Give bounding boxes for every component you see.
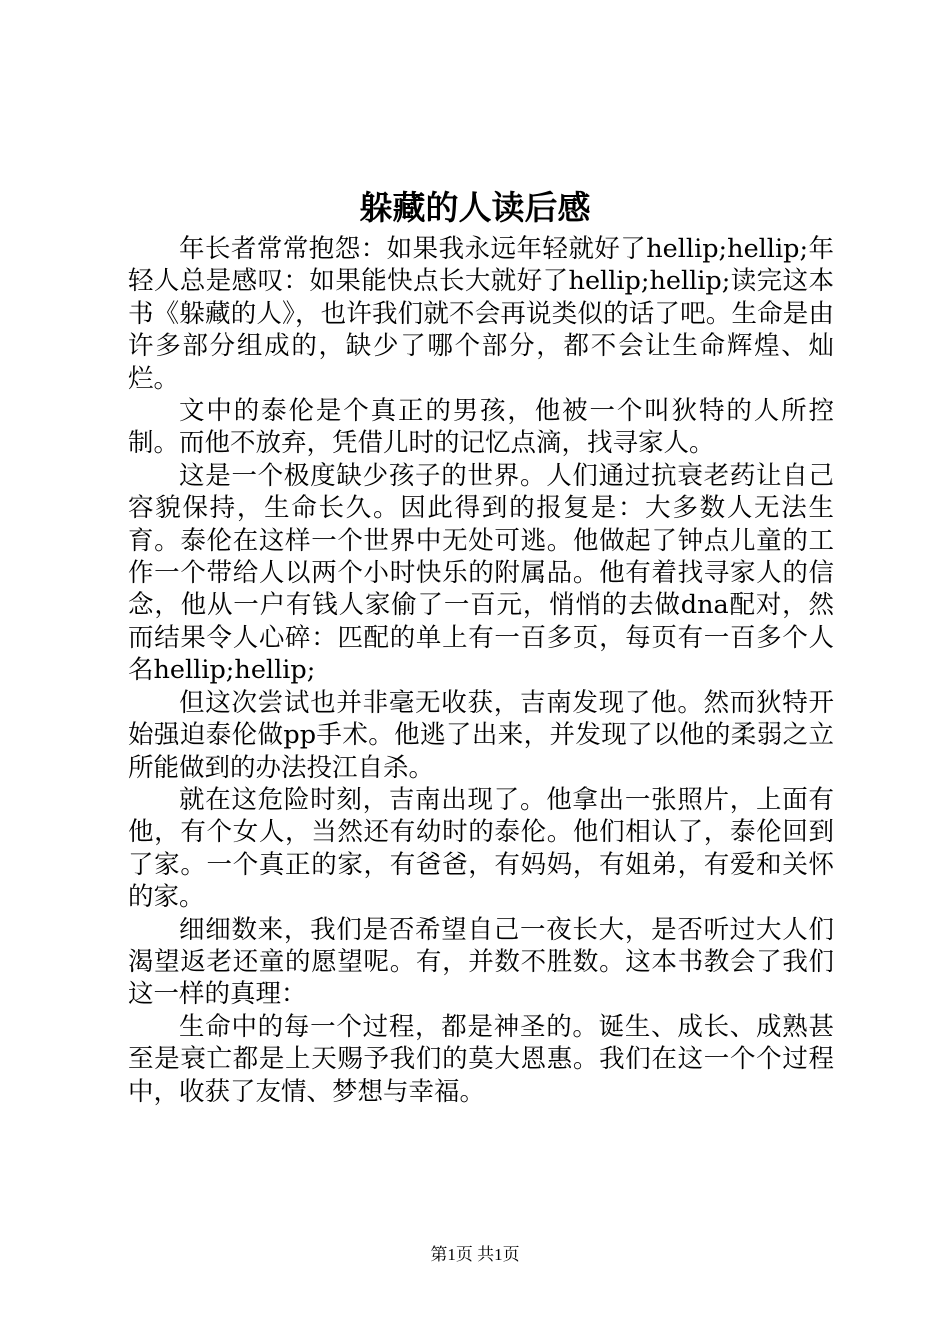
paragraph: 就在这危险时刻，吉南出现了。他拿出一张照片，上面有他，有个女人，当然还有幼时的泰伦。他们相认了，泰伦回到了家。一个真正的家，有爸爸，有妈妈，有姐弟，有爱和关怀的家。 (128, 784, 834, 913)
paragraph: 年长者常常抱怨：如果我永远年轻就好了hellip;hellip;年轻人总是感叹：如果能快点长大就好了hellip;hellip;读完这本书《躲藏的人》，也许我们就不会再说类似的话了吧。生命是由许多部分组成的，缺少了哪个部分，都不会让生命辉煌、灿烂。 (128, 234, 834, 394)
paragraph: 细细数来，我们是否希望自己一夜长大，是否听过大人们渴望返老还童的愿望呢。有，并数不胜数。这本书教会了我们这一样的真理： (128, 914, 834, 1010)
paragraph: 这是一个极度缺少孩子的世界。人们通过抗衰老药让自己容貌保持，生命长久。因此得到的报复是：大多数人无法生育。泰伦在这样一个世界中无处可逃。他做起了钟点儿童的工作一个带给人以两个小时快乐的附属品。他有着找寻家人的信念，他从一户有钱人家偷了一百元，悄悄的去做dna配对，然而结果令人心碎：匹配的单上有一百多页，每页有一百多个人名hellip;hellip; (128, 460, 834, 686)
page-number-footer: 第1页 共1页 (430, 1245, 520, 1264)
paragraph: 但这次尝试也并非毫无收获，吉南发现了他。然而狄特开始强迫泰伦做pp手术。他逃了出来，并发现了以他的柔弱之立所能做到的办法投江自杀。 (128, 687, 834, 783)
document-body (128, 233, 834, 1108)
page-title: 躲藏的人读后感 (359, 188, 591, 227)
paragraph: 文中的泰伦是个真正的男孩，他被一个叫狄特的人所控制。而他不放弃，凭借儿时的记忆点滴，找寻家人。 (128, 396, 834, 459)
paragraph: 生命中的每一个过程，都是神圣的。诞生、成长、成熟甚至是衰亡都是上天赐予我们的莫大恩惠。我们在这一个个过程中，收获了友情、梦想与幸福。 (128, 1011, 834, 1107)
